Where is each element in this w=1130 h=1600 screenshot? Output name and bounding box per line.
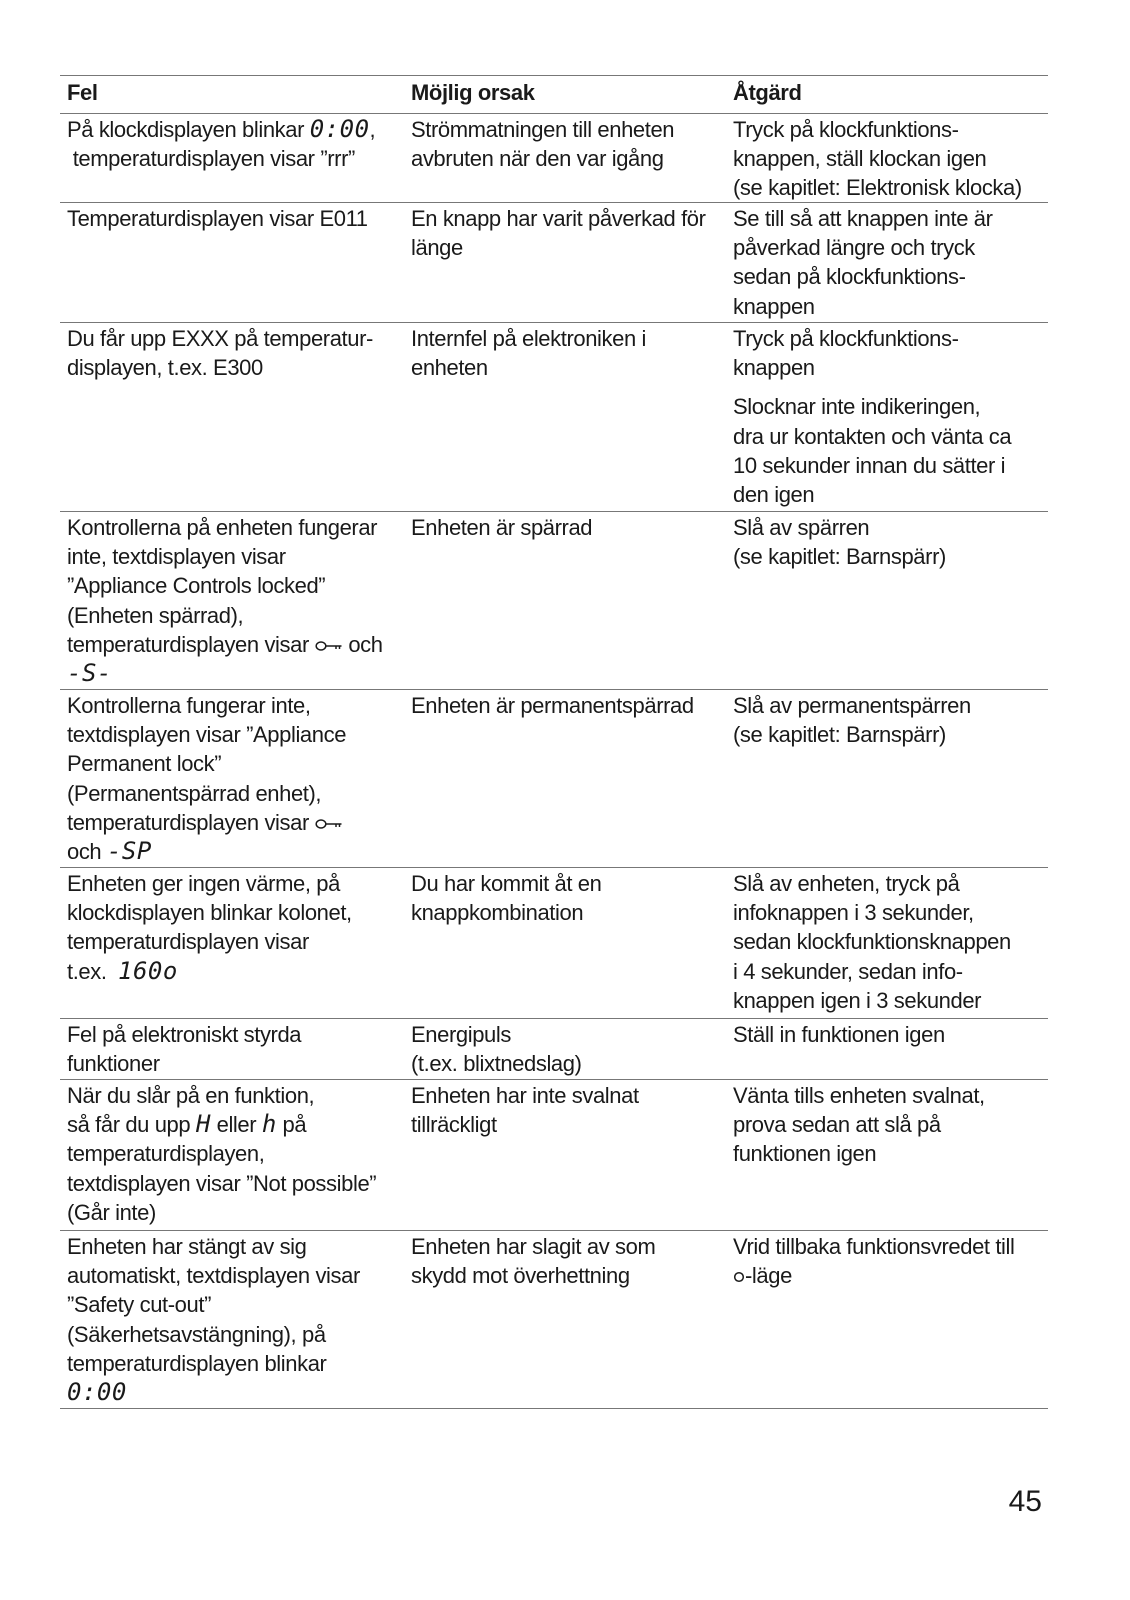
table-row [60,113,1048,202]
text-line: textdisplayen visar ”Appliance [67,722,347,748]
text-line: sedan klockfunktionsknappen [733,929,1011,955]
text-line: (se kapitlet: Barnspärr) [733,544,946,570]
text-line: Vrid tillbaka funktionsvredet till [733,1234,1015,1259]
segment-display-text: 160o [118,956,178,985]
text-line: temperaturdisplayen blinkar [67,1350,327,1376]
paragraph [67,115,400,173]
page-number: 45 [1008,1485,1042,1518]
text-line: Fel på elektroniskt styrda [67,1022,302,1047]
text-line: Slå av permanentspärren [733,693,971,718]
text-line: Internfel på elektroniken i [411,326,647,351]
segment-display-text: -S- [67,658,112,687]
inline-text: På klockdisplayen blinkar [67,117,310,142]
text-line: skydd mot överhettning [411,1263,630,1289]
paragraph [67,324,400,382]
cell-atgard [726,323,1048,511]
text-line [67,957,400,986]
cell-fel [60,203,404,322]
text-line: i 4 sekunder, sedan info- [733,958,963,984]
key-icon [315,639,343,653]
text-line [67,808,400,837]
text-line: (Enheten spärrad), [67,602,244,628]
text-line: Energipuls [411,1022,511,1047]
text-line: automatiskt, textdisplayen visar [67,1263,360,1289]
text-line: infoknappen i 3 sekunder, [733,900,974,926]
text-line: funktioner [67,1051,160,1077]
text-line: (Permanentspärrad enhet), [67,780,322,806]
inline-text: temperaturdisplayen visar [67,631,315,657]
text-line: Ställ in funktionen igen [733,1022,945,1047]
cell-atgard [726,512,1048,689]
paragraph [411,204,722,262]
cell-mojlig-orsak [404,690,726,867]
text-line: Slå av spärren [733,515,870,540]
cell-mojlig-orsak [404,1019,726,1079]
column-header-mojlig-orsak: Möjlig orsak [411,80,535,105]
segment-display-text: -SP [106,836,152,865]
cell-mojlig-orsak [404,323,726,511]
inline-text: -läge [745,1263,792,1289]
text-line: displayen, t.ex. E300 [67,355,263,381]
cell-mojlig-orsak [404,512,726,689]
paragraph [411,1232,722,1290]
cell-fel [60,690,404,867]
text-line: (se kapitlet: Barnspärr) [733,722,946,748]
text-line: Tryck på klockfunktions- [733,117,959,142]
text-line [67,837,400,866]
text-line: (Säkerhetsavstängning), på [67,1321,326,1347]
text-line: temperaturdisplayen visar ”rrr” [67,146,355,172]
text-line: tillräckligt [411,1112,497,1138]
text-line: prova sedan att slå på [733,1112,941,1138]
text-line: (Går inte) [67,1199,156,1225]
segment-display-text: 0:00 [309,115,370,143]
key-icon [315,817,343,831]
table-header [60,75,1048,113]
text-line: sedan på klockfunktions- [733,264,966,290]
cell-mojlig-orsak [404,203,726,322]
text-line: Tryck på klockfunktions- [733,326,959,351]
paragraph [411,691,722,720]
cell-fel [60,323,404,511]
text-line: temperaturdisplayen, [67,1141,265,1167]
text-line: påverkad längre och tryck [733,235,975,261]
text-line: Du får upp EXXX på temperatur- [67,326,373,351]
text-line [67,1378,400,1407]
paragraph [67,869,400,986]
cell-fel [60,512,404,689]
text-line: Kontrollerna på enheten fungerar [67,515,378,540]
paragraph [67,1081,400,1227]
inline-text: eller [210,1112,262,1138]
inline-text: och [342,631,383,657]
paragraph [733,1232,1044,1290]
paragraph [733,1020,1044,1049]
cell-atgard [726,868,1048,1018]
text-line: Enheten har inte svalnat [411,1083,639,1108]
text-line: Strömmatningen till enheten [411,117,675,142]
table-row [60,1230,1048,1408]
text-line: textdisplayen visar ”Not possible” [67,1170,377,1196]
text-line: Permanent lock” [67,751,222,777]
text-line: den igen [733,481,815,507]
inline-text: temperaturdisplayen visar [67,809,315,835]
text-line: Slå av enheten, tryck på [733,871,960,896]
inline-text: så får du upp [67,1112,196,1138]
text-line: enheten [411,355,488,381]
text-line: temperaturdisplayen visar [67,929,309,955]
paragraph [733,513,1044,571]
paragraph [411,869,722,927]
text-line [67,630,400,659]
paragraph [733,691,1044,749]
segment-display-text: h [261,1110,277,1139]
inline-text: på [276,1112,307,1138]
text-line: klockdisplayen blinkar kolonet, [67,900,352,926]
segment-display-text: H [195,1110,211,1139]
cell-fel [60,1231,404,1408]
paragraph [733,392,1044,509]
text-line [733,1261,1044,1290]
text-line: Se till så att knappen inte är [733,206,993,231]
text-line: En knapp har varit påverkad för [411,206,706,231]
cell-atgard [726,690,1048,867]
cell-atgard [726,1231,1048,1408]
paragraph [411,1081,722,1139]
text-line: knappen [733,293,815,319]
text-line: 10 sekunder innan du sätter i [733,452,1006,478]
text-line: Enheten ger ingen värme, på [67,871,340,896]
paragraph [733,1081,1044,1169]
cell-mojlig-orsak [404,1231,726,1408]
table-row [60,1079,1048,1230]
segment-display-text: 0:00 [67,1377,127,1406]
text-line: Enheten är spärrad [411,515,593,540]
text-line: ”Appliance Controls locked” [67,573,326,599]
inline-text: , [369,117,376,142]
text-line: Vänta tills enheten svalnat, [733,1083,985,1108]
paragraph [411,1020,722,1078]
paragraph [411,115,722,173]
text-line [67,659,400,688]
paragraph [733,324,1044,382]
paragraph [733,869,1044,1015]
paragraph [411,513,722,542]
table-row [60,1018,1048,1079]
text-line: (se kapitlet: Elektronisk klocka) [733,175,1022,201]
text-line: dra ur kontakten och vänta ca [733,423,1012,449]
cell-fel [60,868,404,1018]
text-line: länge [411,235,463,261]
cell-atgard [726,1019,1048,1079]
text-line [67,1110,400,1139]
paragraph [411,324,722,382]
inline-text: t.ex. [67,958,118,984]
cell-mojlig-orsak [404,868,726,1018]
paragraph [733,204,1044,321]
paragraph [67,1232,400,1407]
text-line: Du har kommit åt en [411,871,602,896]
paragraph [67,1020,400,1078]
table-row [60,689,1048,867]
cell-atgard [726,114,1048,202]
table-row [60,322,1048,511]
cell-fel [60,1080,404,1230]
cell-fel [60,114,404,202]
text-line: Enheten har stängt av sig [67,1234,307,1259]
text-line: avbruten när den var igång [411,146,664,172]
text-line: (t.ex. blixtnedslag) [411,1051,582,1077]
table-row [60,202,1048,322]
paragraph [67,691,400,866]
cell-mojlig-orsak [404,114,726,202]
text-line: Enheten är permanentspärrad [411,693,694,718]
text-line: funktionen igen [733,1141,877,1167]
text-line: knappen [733,355,815,381]
table-body [60,113,1048,1409]
text-line: Enheten har slagit av som [411,1234,656,1259]
column-header-atgard: Åtgärd [733,80,802,105]
inline-text: och [67,838,107,864]
text-line: ”Safety cut-out” [67,1292,211,1318]
text-line: Temperaturdisplayen visar E011 [67,206,368,231]
paragraph [67,513,400,688]
text-line: Slocknar inte indikeringen, [733,394,981,420]
text-line [67,115,400,144]
cell-atgard [726,1080,1048,1230]
paragraph [67,204,400,233]
cell-mojlig-orsak [404,1080,726,1230]
table-row [60,511,1048,689]
text-line: Kontrollerna fungerar inte, [67,693,311,718]
troubleshooting-table [60,75,1048,1409]
text-line: knappkombination [411,900,584,926]
column-header-fel: Fel [67,80,98,105]
paragraph [733,115,1044,203]
off-position-icon [733,1271,745,1283]
cell-atgard [726,203,1048,322]
cell-fel [60,1019,404,1079]
text-line: inte, textdisplayen visar [67,544,286,570]
table-row [60,867,1048,1018]
text-line: knappen, ställ klockan igen [733,146,987,172]
text-line: knappen igen i 3 sekunder [733,987,982,1013]
text-line: När du slår på en funktion, [67,1083,315,1108]
